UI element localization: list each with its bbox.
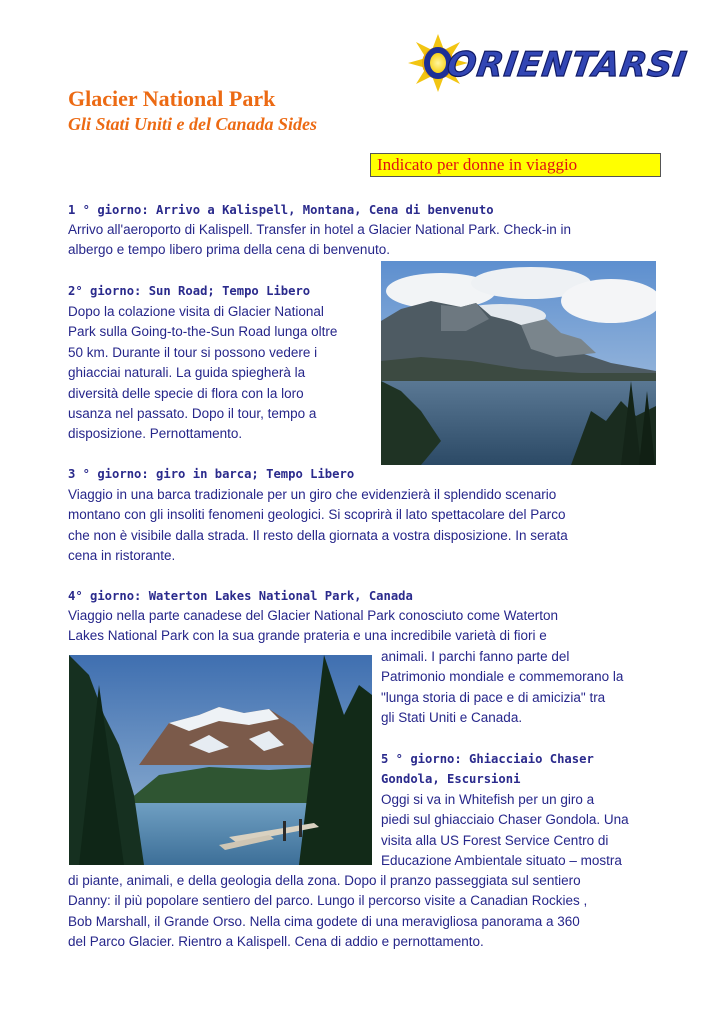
text-line: Park sulla Going-to-the-Sun Road lunga oltre <box>68 324 338 340</box>
text-line: montano con gli insoliti fenomeni geologici. Si scoprirà il lato spettacolare del Parco <box>68 507 566 523</box>
text-line: gli Stati Uniti e Canada. <box>381 710 523 726</box>
text-line: di piante, animali, e della geologia della zona. Dopo il pranzo passeggiata sul sentiero <box>68 873 581 888</box>
day-2-text <box>68 302 337 445</box>
text-line: visita alla US Forest Service Centro di <box>381 832 609 848</box>
heading-line: 5 ° giorno: Ghiacciaio Chaser <box>381 752 594 766</box>
text-line: animali. I parchi fanno parte del <box>381 649 570 664</box>
day-5-text-right <box>381 790 629 872</box>
text-line: Lakes National Park con la sua grande prateria e una incredibile varietà di fiori e <box>68 628 547 644</box>
logo-graphic <box>408 32 700 94</box>
day-5-text <box>68 871 587 953</box>
text-line: Bob Marshall, il Grande Orso. Nella cima godete di una meravigliosa panorama a 360 <box>68 913 580 929</box>
waterton-lake-photo <box>69 655 372 865</box>
day-3-heading: 3 ° giorno: giro in barca; Tempo Libero <box>68 467 355 481</box>
mountain-lake-photo <box>381 261 656 465</box>
text-line: Viaggio in una barca tradizionale per un giro che evidenzierà il splendido scenario <box>68 487 557 502</box>
text-line: diversità delle specie di flora con la loro <box>68 385 304 401</box>
text-line: Arrivo all'aeroporto di Kalispell. Transfer in hotel a Glacier National Park. Check-in in <box>68 222 572 237</box>
text-line: 50 km. Durante il tour si possono vedere i <box>68 344 318 360</box>
text-line: usanza nel passato. Dopo il tour, tempo a <box>68 405 317 421</box>
text-line: disposizione. Pernottamento. <box>68 426 243 442</box>
text-line: che non è visibile dalla strada. Il resto della giornata a vostra disposizione. In serata <box>68 527 568 543</box>
day-3-text <box>68 485 568 567</box>
day-2-heading: 2° giorno: Sun Road; Tempo Libero <box>68 284 311 298</box>
logo-text: ORIENTARSI <box>444 45 690 85</box>
text-line: cena in ristorante. <box>68 548 176 564</box>
page-subtitle: Gli Stati Uniti e del Canada Sides <box>68 114 318 134</box>
day-5-heading <box>381 749 594 790</box>
day-1-text <box>68 220 571 261</box>
text-line: del Parco Glacier. Rientro a Kalispell. Cena di addio e pernottamento. <box>68 934 484 950</box>
day-4-heading: 4° giorno: Waterton Lakes National Park, Canada <box>68 589 413 603</box>
text-line: Educazione Ambientale situato – mostra <box>381 853 622 869</box>
day-4-text-right <box>381 647 623 729</box>
day-4-text <box>68 606 558 647</box>
page-title: Glacier National Park <box>68 86 276 111</box>
text-line: albergo e tempo libero prima della cena di benvenuto. <box>68 242 390 258</box>
text-line: Viaggio nella parte canadese del Glacier National Park conosciuto come Waterton <box>68 608 559 623</box>
text-line: Dopo la colazione visita di Glacier National <box>68 304 324 319</box>
heading-line: Gondola, Escursioni <box>381 772 521 787</box>
text-line: Oggi si va in Whitefish per un giro a <box>381 792 595 807</box>
orientarsi-logo <box>408 32 700 94</box>
text-line: Danny: il più popolare sentiero del parco. Lungo il percorso visite a Canadian Rockies , <box>68 893 588 909</box>
text-line: piedi sul ghiacciaio Chaser Gondola. Una <box>381 812 629 828</box>
text-line: "lunga storia di pace e di amicizia" tra <box>381 689 606 705</box>
text-line: ghiacciai naturali. La guida spiegherà la <box>68 365 306 381</box>
day-1-heading: 1 ° giorno: Arrivo a Kalispell, Montana, Cena di benvenuto <box>68 203 494 217</box>
text-line: Patrimonio mondiale e commemorano la <box>381 669 624 685</box>
audience-badge: Indicato per donne in viaggio <box>370 153 661 177</box>
